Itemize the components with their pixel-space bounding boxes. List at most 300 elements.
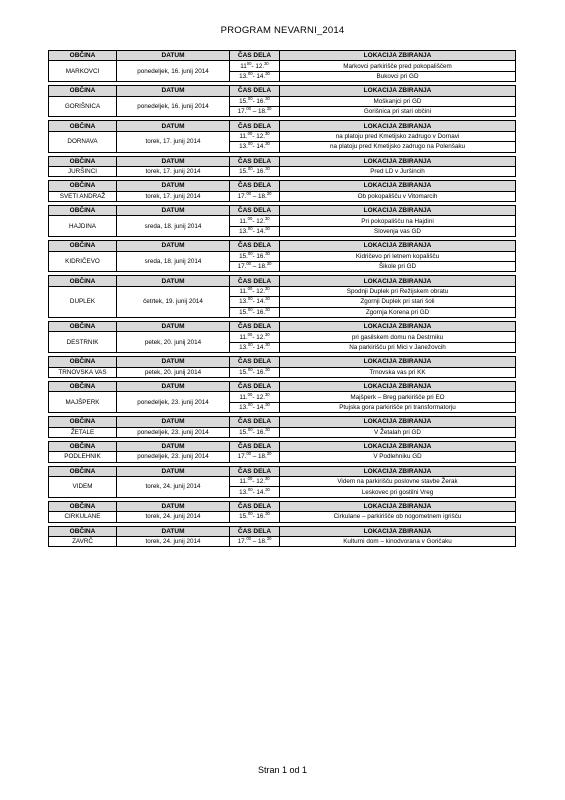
start-minutes: 00: [247, 331, 253, 337]
time-slot: [230, 71, 280, 81]
header-obcina: OBČINA: [49, 501, 117, 511]
header-cas-dela: ČAS DELA: [230, 381, 280, 391]
header-cas-dela: ČAS DELA: [230, 181, 280, 191]
end-hour: - 12.: [252, 288, 265, 295]
municipality-name: ZAVRČ: [49, 537, 117, 547]
municipality-name: GORIŠNICA: [49, 96, 117, 117]
collection-location: Leskovec pri gostilni Vreg: [280, 487, 516, 497]
header-datum: DATUM: [117, 441, 230, 451]
time-slot: [230, 427, 280, 437]
end-hour: - 14.: [252, 298, 266, 306]
time-slot: [230, 226, 280, 236]
start-hour: 15.: [239, 308, 248, 316]
end-minutes: 30: [265, 402, 270, 407]
header-row: [49, 276, 516, 286]
municipality-block: [48, 321, 516, 353]
header-obcina: OBČINA: [49, 417, 117, 427]
start-minutes: 00: [247, 131, 253, 136]
municipality-name: KIDRIČEVO: [49, 251, 117, 272]
collection-location: Zgornji Duplek pri stari šoli: [280, 297, 516, 307]
collection-location: Videm na parkirišču poslovne stavbe Žerak: [280, 477, 516, 487]
municipality-name: MARKOVCI: [49, 61, 117, 82]
end-hour: - 12.: [252, 333, 265, 341]
municipality-name: VIDEM: [49, 477, 117, 498]
time-slot: [230, 297, 280, 307]
start-minutes: 00: [246, 106, 251, 112]
collection-location: Bukovci pri GD: [280, 71, 516, 81]
start-hour: 11.: [239, 393, 248, 401]
end-hour: – 18.: [251, 263, 267, 271]
collection-location: Markovci parkirišče pred pokopališčem: [280, 61, 516, 71]
header-row: [49, 181, 516, 191]
end-minutes: 30: [265, 141, 270, 147]
start-minutes: 00: [247, 286, 253, 291]
collection-location: Cirkulane – parkirišče ob nogometnem igrišču: [280, 512, 516, 522]
end-hour: – 18.: [251, 538, 267, 546]
start-minutes: 00: [247, 367, 253, 372]
collection-date: sreda, 18. junij 2014: [117, 216, 230, 237]
header-datum: DATUM: [117, 241, 230, 251]
municipality-block: [48, 526, 516, 548]
collection-location: Slovenja vas GD: [280, 226, 516, 236]
end-minutes: 30: [265, 342, 270, 347]
header-row: [49, 417, 516, 427]
start-hour: 15.: [239, 368, 248, 376]
header-lokacija: LOKACIJA ZBIRANJA: [280, 357, 516, 367]
header-cas-dela: ČAS DELA: [230, 417, 280, 427]
start-hour: 13.: [239, 298, 248, 306]
schedule-row: [49, 512, 516, 522]
end-minutes: 30: [265, 166, 270, 172]
start-hour: 17.: [237, 538, 247, 546]
start-hour: 11.: [239, 288, 248, 295]
header-obcina: OBČINA: [49, 276, 117, 286]
end-hour: – 18.: [251, 192, 267, 200]
start-minutes: 00: [247, 296, 253, 302]
municipality-name: PODLEHNIK: [49, 452, 117, 462]
collection-location: Šikole pri GD: [280, 262, 516, 272]
header-lokacija: LOKACIJA ZBIRANJA: [280, 241, 516, 251]
end-minutes: 30: [266, 536, 272, 542]
start-minutes: 00: [247, 511, 253, 517]
header-datum: DATUM: [117, 417, 230, 427]
header-row: [49, 381, 516, 391]
collection-date: torek, 17. junij 2014: [117, 166, 230, 176]
end-hour: - 14.: [252, 228, 266, 236]
time-slot: [230, 477, 280, 487]
time-slot: [230, 512, 280, 522]
start-hour: 17.: [237, 263, 247, 271]
header-cas-dela: ČAS DELA: [230, 156, 280, 166]
header-obcina: OBČINA: [49, 181, 117, 191]
municipality-block: [48, 205, 516, 237]
header-lokacija: LOKACIJA ZBIRANJA: [280, 121, 516, 131]
municipality-name: ŽETALE: [49, 427, 117, 437]
header-cas-dela: ČAS DELA: [230, 51, 280, 61]
start-hour: 15.: [239, 168, 248, 176]
header-lokacija: LOKACIJA ZBIRANJA: [280, 181, 516, 191]
time-slot: [230, 392, 280, 402]
collection-date: ponedeljek, 16. junij 2014: [117, 96, 230, 117]
header-lokacija: LOKACIJA ZBIRANJA: [280, 276, 516, 286]
time-slot: [230, 262, 280, 272]
collection-location: Ob pokopališču v Vitomarcih: [280, 191, 516, 201]
start-minutes: 00: [247, 251, 253, 256]
schedule-row: [49, 286, 516, 296]
header-lokacija: LOKACIJA ZBIRANJA: [280, 441, 516, 451]
schedule-row: [49, 61, 516, 71]
end-minutes: 30: [264, 131, 270, 136]
schedule-row: [49, 251, 516, 261]
time-slot: [230, 166, 280, 176]
header-cas-dela: ČAS DELA: [230, 206, 280, 216]
header-obcina: OBČINA: [49, 441, 117, 451]
schedule-row: [49, 131, 516, 141]
collection-location: Trnovska vas pri KK: [280, 367, 516, 377]
collection-location: Na parkirišču pri Mici v Janežovcih: [280, 342, 516, 352]
end-hour: - 12.: [252, 132, 265, 140]
header-lokacija: LOKACIJA ZBIRANJA: [280, 86, 516, 96]
start-minutes: 00: [247, 427, 253, 432]
municipality-name: MAJŠPERK: [49, 392, 117, 413]
collection-location: Kulturni dom – kinodvorana v Goričaku: [280, 537, 516, 547]
start-minutes: 00: [247, 486, 253, 492]
start-minutes: 00: [247, 391, 253, 397]
schedule-row: [49, 367, 516, 377]
header-obcina: OBČINA: [49, 86, 117, 96]
end-minutes: 30: [264, 60, 269, 66]
header-row: [49, 241, 516, 251]
document-title: PROGRAM NEVARNI_2014: [220, 25, 345, 36]
end-hour: - 12.: [252, 393, 265, 401]
start-minutes: 00: [247, 166, 253, 172]
start-hour: 17.: [237, 108, 247, 116]
collection-location: Moškanjci pri GD: [280, 96, 516, 106]
header-lokacija: LOKACIJA ZBIRANJA: [280, 526, 516, 536]
end-hour: - 16.: [252, 428, 266, 436]
collection-location: na platoju pred Kmetijsko zadrugo v Dornavi: [280, 131, 516, 141]
start-minutes: 00: [247, 402, 253, 407]
schedule-row: [49, 477, 516, 487]
collection-date: petek, 20. junij 2014: [117, 367, 230, 377]
collection-location: na platoju pred Kmetijsko zadrugo na Polenšaku: [280, 142, 516, 152]
end-hour: - 12.: [252, 478, 265, 486]
end-minutes: 30: [265, 427, 270, 432]
header-obcina: OBČINA: [49, 321, 117, 331]
start-minutes: 00: [246, 191, 251, 196]
time-slot: [230, 452, 280, 462]
collection-location: V Žetalah pri GD: [280, 427, 516, 437]
start-hour: 13.: [239, 72, 248, 80]
header-row: [49, 466, 516, 476]
collection-location: Zgornja Korena pri GD: [280, 307, 516, 317]
header-datum: DATUM: [117, 51, 230, 61]
municipality-block: [48, 356, 516, 378]
schedule-row: [49, 96, 516, 106]
municipality-block: [48, 240, 516, 272]
start-hour: 11.: [239, 217, 248, 225]
end-hour: - 12.: [252, 217, 265, 225]
header-row: [49, 156, 516, 166]
header-datum: DATUM: [117, 156, 230, 166]
header-row: [49, 206, 516, 216]
schedule-row: [49, 452, 516, 462]
collection-date: torek, 17. junij 2014: [117, 191, 230, 201]
collection-date: torek, 24. junij 2014: [117, 537, 230, 547]
start-hour: 11.: [239, 478, 248, 486]
municipality-block: [48, 156, 516, 178]
time-slot: [230, 342, 280, 352]
end-minutes: 30: [265, 71, 270, 76]
header-datum: DATUM: [117, 381, 230, 391]
time-slot: [230, 537, 280, 547]
start-minutes: 00: [247, 71, 253, 76]
start-hour: 13.: [239, 143, 248, 151]
header-lokacija: LOKACIJA ZBIRANJA: [280, 51, 516, 61]
header-datum: DATUM: [117, 466, 230, 476]
start-hour: 13.: [239, 403, 248, 411]
header-lokacija: LOKACIJA ZBIRANJA: [280, 381, 516, 391]
municipality-name: HAJDINA: [49, 216, 117, 237]
header-datum: DATUM: [117, 86, 230, 96]
header-row: [49, 121, 516, 131]
header-obcina: OBČINA: [49, 381, 117, 391]
header-row: [49, 526, 516, 536]
end-minutes: 30: [265, 367, 270, 372]
header-cas-dela: ČAS DELA: [230, 357, 280, 367]
start-minutes: 00: [247, 307, 253, 312]
time-slot: [230, 307, 280, 317]
municipality-block: [48, 416, 516, 438]
header-cas-dela: ČAS DELA: [230, 321, 280, 331]
header-datum: DATUM: [117, 321, 230, 331]
collection-location: Majšperk – Breg parkirišče pri EO: [280, 392, 516, 402]
header-cas-dela: ČAS DELA: [230, 501, 280, 511]
collection-location: V Podlehniku GD: [280, 452, 516, 462]
collection-location: Ptujska gora parkirišče pri transformatorju: [280, 402, 516, 412]
start-minutes: 00: [247, 215, 253, 221]
municipality-name: CIRKULANE: [49, 512, 117, 522]
municipality-name: DESTRNIK: [49, 332, 117, 353]
end-minutes: 30: [265, 486, 270, 492]
start-minutes: 00: [246, 261, 251, 267]
end-minutes: 30: [264, 391, 270, 397]
start-minutes: 00: [247, 476, 253, 482]
end-hour: - 14.: [252, 488, 266, 496]
end-minutes: 30: [265, 251, 270, 256]
header-datum: DATUM: [117, 526, 230, 536]
collection-location: Gorišnica pri stari občini: [280, 106, 516, 116]
end-minutes: 30: [264, 286, 270, 291]
end-minutes: 30: [265, 226, 270, 232]
start-minutes: 00: [247, 226, 253, 232]
time-slot: [230, 216, 280, 226]
municipality-block: [48, 501, 516, 523]
header-cas-dela: ČAS DELA: [230, 466, 280, 476]
collection-date: petek, 20. junij 2014: [117, 332, 230, 353]
schedule-row: [49, 216, 516, 226]
municipality-block: [48, 85, 516, 117]
header-cas-dela: ČAS DELA: [230, 526, 280, 536]
end-minutes: 30: [266, 451, 272, 457]
end-hour: - 14.: [252, 403, 266, 411]
time-slot: [230, 487, 280, 497]
collection-location: Pri pokopališču na Hajdini: [280, 216, 516, 226]
municipality-block: [48, 381, 516, 413]
collection-date: torek, 24. junij 2014: [117, 477, 230, 498]
collection-date: četrtek, 19. junij 2014: [117, 286, 230, 317]
start-minutes: 00: [246, 451, 251, 457]
collection-location: Pred LD v Juršincih: [280, 166, 516, 176]
schedule-row: [49, 537, 516, 547]
header-row: [49, 357, 516, 367]
header-obcina: OBČINA: [49, 241, 117, 251]
start-minutes: 00: [247, 141, 253, 147]
start-minutes: 00: [247, 96, 253, 101]
page-footer: Stran 1 od 1: [257, 765, 308, 775]
start-hour: 17.: [237, 453, 247, 461]
header-datum: DATUM: [117, 121, 230, 131]
end-minutes: 30: [266, 191, 272, 196]
header-row: [49, 321, 516, 331]
start-minutes: 00: [247, 342, 253, 347]
collection-date: torek, 17. junij 2014: [117, 131, 230, 152]
time-slot: [230, 106, 280, 116]
start-hour: 15.: [239, 97, 248, 105]
start-hour: 11: [240, 62, 247, 70]
collection-location: pri gasilskem domu na Destrniku: [280, 332, 516, 342]
header-obcina: OBČINA: [49, 156, 117, 166]
time-slot: [230, 367, 280, 377]
end-hour: – 18.: [251, 108, 267, 116]
end-minutes: 30: [266, 261, 272, 267]
collection-location: Kidričevo pri letnem kopališču: [280, 251, 516, 261]
collection-date: ponedeljek, 16. junij 2014: [117, 61, 230, 82]
start-hour: 13.: [239, 488, 248, 496]
end-minutes: 30: [265, 296, 270, 302]
municipality-name: JURŠINCI: [49, 166, 117, 176]
header-lokacija: LOKACIJA ZBIRANJA: [280, 156, 516, 166]
time-slot: [230, 142, 280, 152]
end-hour: - 16.: [252, 368, 266, 376]
end-minutes: 30: [265, 96, 270, 101]
header-row: [49, 441, 516, 451]
start-hour: 15.: [239, 428, 248, 436]
header-cas-dela: ČAS DELA: [230, 241, 280, 251]
municipality-block: [48, 50, 516, 82]
schedule-row: [49, 191, 516, 201]
header-cas-dela: ČAS DELA: [230, 276, 280, 286]
start-hour: 17.: [237, 192, 247, 200]
collection-location: Spodnji Duplek pri Režijskem obratu: [280, 286, 516, 296]
header-lokacija: LOKACIJA ZBIRANJA: [280, 466, 516, 476]
start-hour: 13.: [239, 228, 248, 236]
municipality-name: DORNAVA: [49, 131, 117, 152]
municipality-name: TRNOVSKA VAS: [49, 367, 117, 377]
end-hour: - 16.: [252, 168, 266, 176]
end-minutes: 30: [265, 307, 270, 312]
time-slot: [230, 332, 280, 342]
municipality-block: [48, 120, 516, 152]
start-minutes: 00: [246, 60, 252, 66]
end-hour: - 16.: [252, 97, 266, 105]
municipality-name: SVETI ANDRAŽ: [49, 191, 117, 201]
schedule-blocks: [48, 50, 515, 550]
header-obcina: OBČINA: [49, 526, 117, 536]
header-lokacija: LOKACIJA ZBIRANJA: [280, 417, 516, 427]
collection-date: torek, 24. junij 2014: [117, 512, 230, 522]
header-datum: DATUM: [117, 501, 230, 511]
end-hour: - 16.: [252, 308, 266, 316]
collection-date: sreda, 18. junij 2014: [117, 251, 230, 272]
header-cas-dela: ČAS DELA: [230, 121, 280, 131]
end-hour: - 14.: [252, 143, 266, 151]
time-slot: [230, 251, 280, 261]
header-lokacija: LOKACIJA ZBIRANJA: [280, 501, 516, 511]
start-hour: 15.: [239, 513, 248, 521]
header-obcina: OBČINA: [49, 357, 117, 367]
end-hour: - 16.: [252, 513, 266, 521]
end-hour: - 14.: [252, 343, 266, 351]
municipality-block: [48, 275, 516, 318]
municipality-block: [48, 180, 516, 202]
header-datum: DATUM: [117, 206, 230, 216]
end-hour: - 16.: [252, 252, 266, 260]
header-row: [49, 501, 516, 511]
end-hour: - 14.: [252, 72, 266, 80]
header-obcina: OBČINA: [49, 466, 117, 476]
schedule-row: [49, 427, 516, 437]
end-hour: - 12.: [251, 62, 265, 70]
collection-date: ponedeljek, 23. junij 2014: [117, 427, 230, 437]
header-obcina: OBČINA: [49, 51, 117, 61]
start-hour: 11.: [239, 333, 248, 341]
header-datum: DATUM: [117, 181, 230, 191]
header-cas-dela: ČAS DELA: [230, 441, 280, 451]
time-slot: [230, 96, 280, 106]
header-datum: DATUM: [117, 357, 230, 367]
schedule-row: [49, 392, 516, 402]
end-minutes: 30: [264, 476, 270, 482]
time-slot: [230, 191, 280, 201]
header-lokacija: LOKACIJA ZBIRANJA: [280, 321, 516, 331]
schedule-row: [49, 166, 516, 176]
schedule-row: [49, 332, 516, 342]
end-minutes: 30: [265, 511, 270, 517]
start-minutes: 00: [246, 536, 251, 542]
header-row: [49, 51, 516, 61]
start-hour: 11.: [239, 132, 248, 140]
end-hour: – 18.: [251, 453, 267, 461]
end-minutes: 30: [264, 215, 270, 221]
header-row: [49, 86, 516, 96]
header-obcina: OBČINA: [49, 206, 117, 216]
municipality-name: DUPLEK: [49, 286, 117, 317]
time-slot: [230, 61, 280, 71]
end-minutes: 30: [266, 106, 272, 112]
collection-date: ponedeljek, 23. junij 2014: [117, 452, 230, 462]
time-slot: [230, 131, 280, 141]
time-slot: [230, 286, 280, 296]
end-minutes: 30: [264, 331, 270, 337]
header-obcina: OBČINA: [49, 121, 117, 131]
header-lokacija: LOKACIJA ZBIRANJA: [280, 206, 516, 216]
header-cas-dela: ČAS DELA: [230, 86, 280, 96]
start-hour: 13.: [239, 343, 248, 351]
start-hour: 15.: [239, 252, 248, 260]
header-datum: DATUM: [117, 276, 230, 286]
municipality-block: [48, 466, 516, 498]
